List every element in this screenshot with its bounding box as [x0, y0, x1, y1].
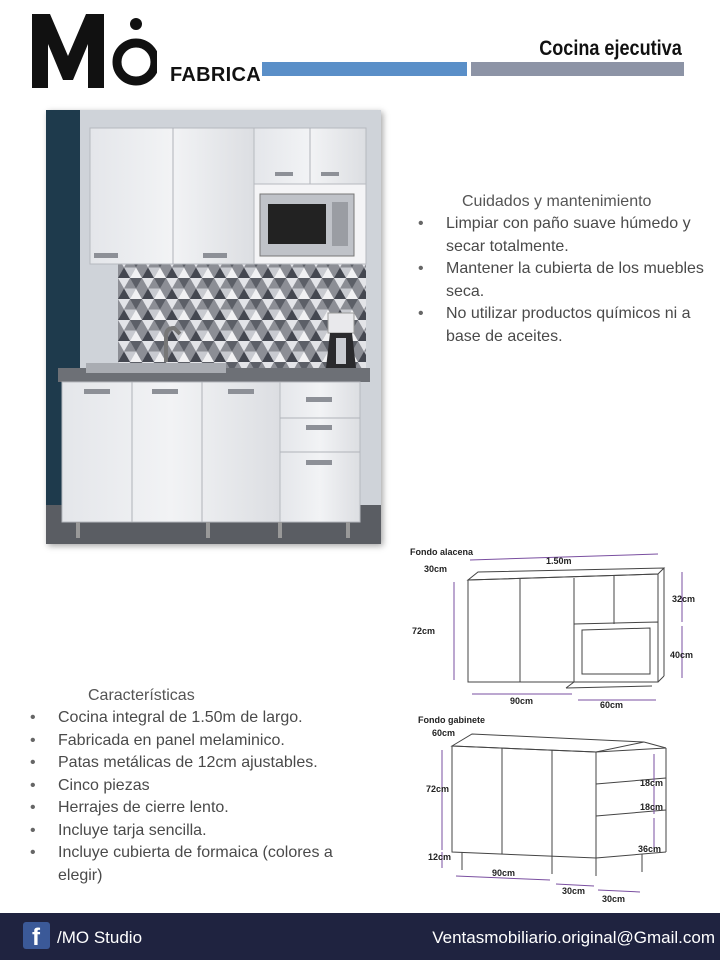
features-heading: Características: [88, 687, 195, 704]
upper-width-label: 1.50m: [546, 556, 572, 566]
upper-bottom-left-label: 90cm: [510, 696, 534, 706]
lower-bottom-mid-label: 30cm: [562, 886, 586, 896]
facebook-icon[interactable]: f: [23, 922, 50, 949]
page-title: Cocina ejecutiva: [539, 37, 682, 60]
lower-height-label: 72cm: [426, 784, 450, 794]
lower-depth-value: 60cm: [432, 728, 456, 738]
brand-logo: [32, 14, 157, 88]
feature-item: • Incluye cubierta de formaica (colores a elegir): [26, 842, 366, 887]
upper-bottom-right-label: 40cm: [670, 650, 694, 660]
upper-bottom-right-width-label: 60cm: [600, 700, 624, 710]
feature-item: • Cinco piezas: [26, 775, 366, 798]
lower-bottom-left-label: 90cm: [492, 868, 516, 878]
care-item: • No utilizar productos químicos ni a base de aceites.: [414, 303, 714, 348]
care-item: • Mantener la cubierta de los muebles seca.: [414, 258, 714, 303]
header-bar-gray: [471, 62, 684, 76]
upper-depth-value: 30cm: [424, 564, 448, 574]
upper-top-right-label: 32cm: [672, 594, 696, 604]
care-heading: Cuidados y mantenimiento: [462, 193, 652, 210]
header-bar-blue: [262, 62, 467, 76]
feature-item: • Fabricada en panel melaminico.: [26, 730, 366, 753]
upper-depth-label: Fondo alacena: [410, 547, 474, 557]
lower-cabinet-drawing: [412, 712, 672, 912]
upper-height-label: 72cm: [412, 626, 436, 636]
features-section: [26, 687, 366, 887]
feature-item: • Herrajes de cierre lento.: [26, 797, 366, 820]
lower-legs-label: 12cm: [428, 852, 452, 862]
lower-drawer1-label: 18cm: [640, 778, 664, 788]
feature-item: • Patas metálicas de 12cm ajustables.: [26, 752, 366, 775]
feature-item: • Cocina integral de 1.50m de largo.: [26, 707, 366, 730]
brand-subtitle: FABRICA: [170, 64, 261, 86]
contact-email[interactable]: Ventasmobiliario.original@Gmail.com: [432, 928, 715, 947]
feature-item: • Incluye tarja sencilla.: [26, 820, 366, 843]
lower-drawer2-label: 18cm: [640, 802, 664, 812]
lower-depth-label: Fondo gabinete: [418, 715, 485, 725]
care-section: [414, 193, 714, 348]
lower-bottom-right-label: 30cm: [602, 894, 626, 904]
care-item: • Limpiar con paño suave húmedo y secar totalmente.: [414, 213, 714, 258]
social-handle[interactable]: /MO Studio: [57, 928, 143, 947]
upper-cabinet-drawing: [406, 544, 716, 710]
kitchen-photo: [46, 110, 381, 544]
lower-drawer3-label: 36cm: [638, 844, 662, 854]
